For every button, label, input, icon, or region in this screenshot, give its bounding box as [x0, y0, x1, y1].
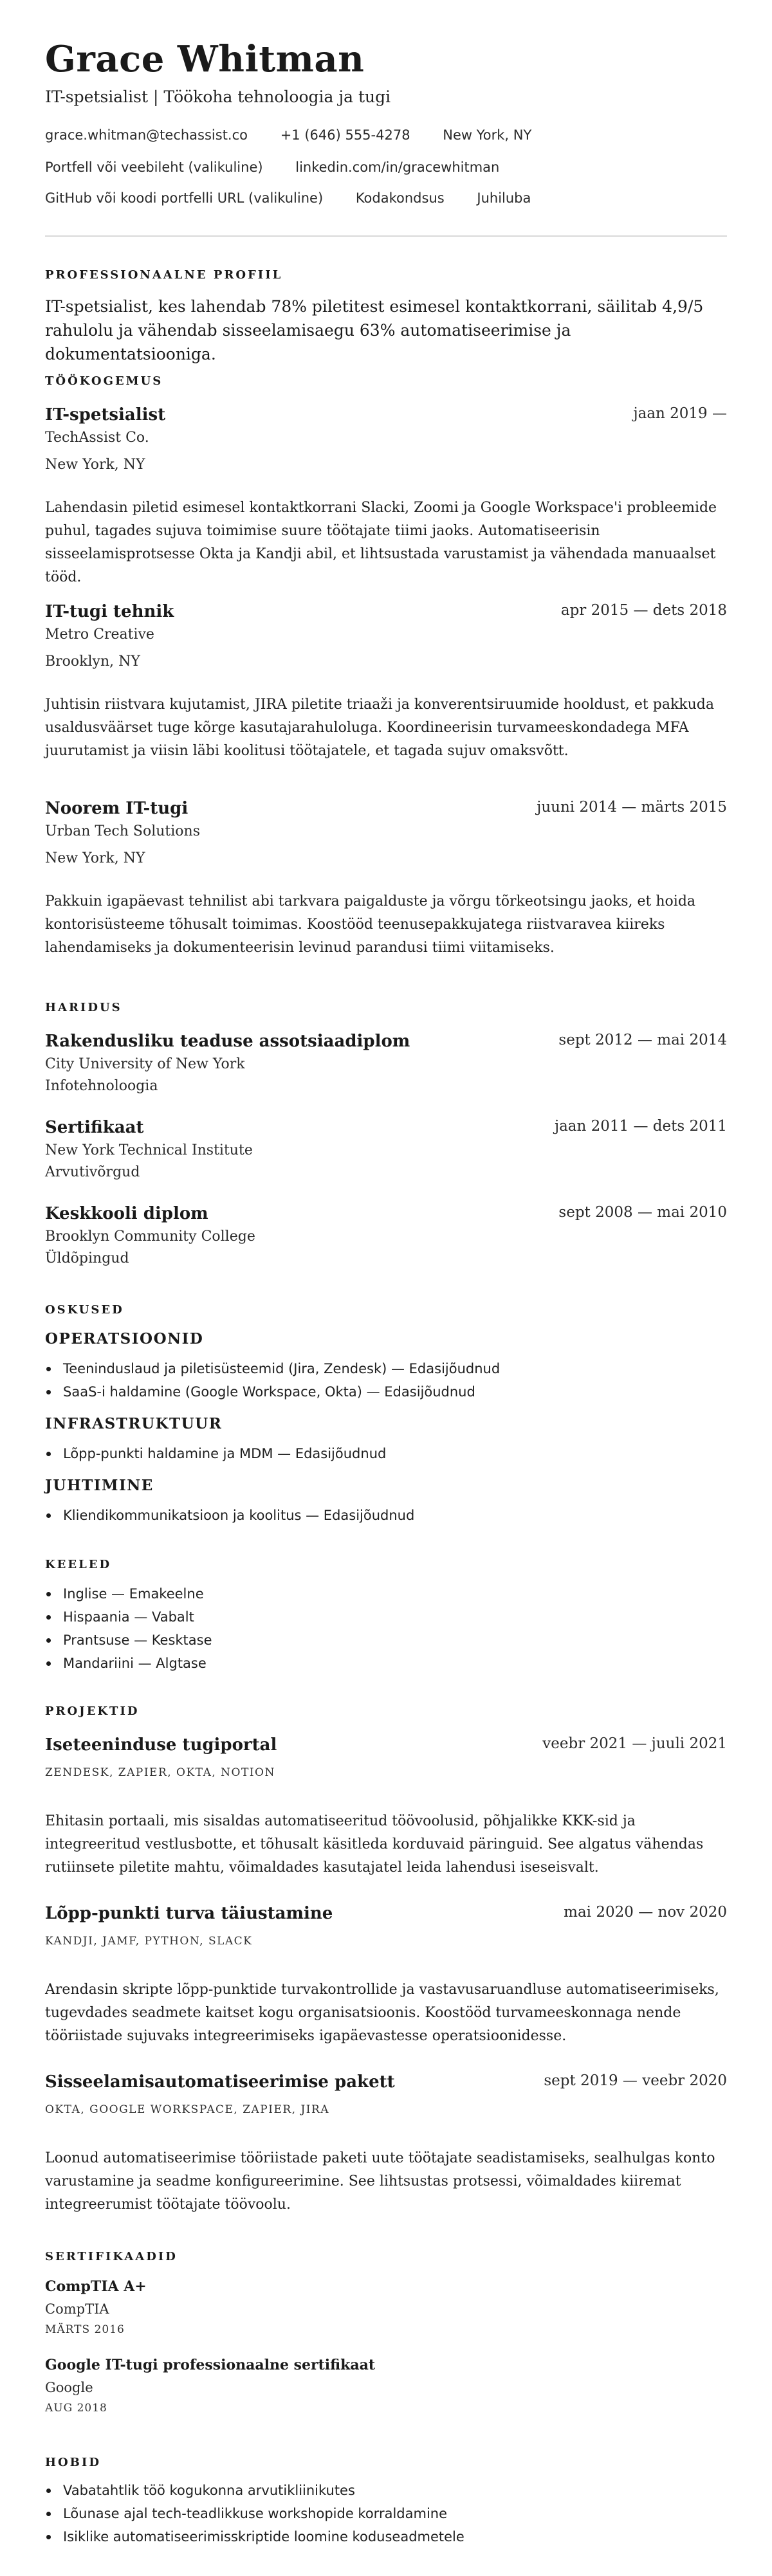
contact-row-primary	[45, 127, 560, 143]
cert-date: AUG 2018	[45, 2402, 107, 2415]
job-description: Pakkuin igapäevast tehnilist abi tarkvara paigalduste ja võrgu tõrkeotsingu jaoks, et hoida kontorisüsteeme tõhusalt toimimas. Koostööd teenusepakkujatega riistvaravea kiireks lahendamiseks ja dokumenteerisin levinud parandusi tiimi viitamiseks.	[45, 893, 696, 956]
project-title: Lõpp-punkti turva täiustamine	[45, 1904, 333, 1923]
section-title-hobbies: HOBID	[45, 2456, 101, 2469]
project-dates: veebr 2021 — juuli 2021	[542, 1735, 727, 1752]
skill-list	[45, 1357, 500, 1403]
skill-item: Lõpp-punkti haldamine ja MDM — Edasijõudnud	[63, 1442, 386, 1465]
section-title-skills: OSKUSED	[45, 1303, 124, 1317]
cert-name: Google IT-tugi professionaalne sertifikaat	[45, 2357, 376, 2373]
project-description: Ehitasin portaali, mis sisaldas automatiseeritud töövoolusid, põhjalikke KKK-sid ja integreeritud vestlusbotte, et tõhusalt käsitleda korduvaid päringuid. See algatus vähendas rutiinsete piletite mahtu, võimaldades kasutajatel leida lahendusi iseseisvalt.	[45, 1813, 704, 1876]
email-link[interactable]: grace.whitman@techassist.co	[45, 127, 248, 143]
degree-title: Rakendusliku teaduse assotsiaadiplom	[45, 1032, 410, 1051]
hobby-item: Vabatahtlik töö kogukonna arvutikliinikutes	[63, 2479, 464, 2502]
section-title-education: HARIDUS	[45, 1001, 122, 1014]
phone-text: +1 (646) 555-4278	[280, 127, 410, 143]
project-tech: ZENDESK, ZAPIER, OKTA, NOTION	[45, 1766, 275, 1779]
degree-school: City University of New York	[45, 1056, 245, 1072]
project-tech: KANDJI, JAMF, PYTHON, SLACK	[45, 1935, 253, 1948]
job-location: New York, NY	[45, 850, 145, 866]
hobby-item: Lõunase ajal tech-teadlikkuse workshopide korraldamine	[63, 2502, 464, 2525]
project-description: Loonud automatiseerimise tööriistade paketi uute töötajate seadistamiseks, sealhulgas konto varustamine ja seadme konfigureerimine. See lihtsustas protsessi, võimaldades kiiremat integreerumist töötajate töövoolu.	[45, 2150, 715, 2213]
job-company: TechAssist Co.	[45, 430, 149, 446]
cert-issuer: CompTIA	[45, 2301, 109, 2317]
language-item: Inglise — Emakeelne	[63, 1582, 212, 1605]
section-title-certifications: SERTIFIKAADID	[45, 2250, 178, 2263]
profile-summary: IT-spetsialist, kes lahendab 78% piletitest esimesel kontaktkorrani, säilitab 4,9/5 rahulolu ja vähendab sisseelamisaegu 63% automatiseerimise ja dokumentatsiooniga.	[45, 297, 704, 363]
cert-issuer: Google	[45, 2380, 93, 2395]
section-title-experience: TÖÖKOGEMUS	[45, 374, 163, 388]
skill-group-title: JUHTIMINE	[45, 1477, 154, 1494]
job-title: Noorem IT-tugi	[45, 799, 188, 818]
skill-group-title: INFRASTRUKTUUR	[45, 1415, 223, 1432]
header-divider	[45, 235, 727, 237]
language-item: Prantsuse — Kesktase	[63, 1629, 212, 1652]
project-title: Iseteeninduse tugiportal	[45, 1735, 277, 1755]
candidate-name: Grace Whitman	[45, 38, 365, 80]
skill-item: SaaS-i haldamine (Google Workspace, Okta) — Edasijõudnud	[63, 1380, 500, 1403]
cert-date: MÄRTS 2016	[45, 2323, 125, 2336]
job-dates: jaan 2019 —	[633, 405, 727, 422]
job-company: Urban Tech Solutions	[45, 823, 200, 839]
job-location: New York, NY	[45, 457, 145, 473]
skill-item: Kliendikommunikatsioon ja koolitus — Edasijõudnud	[63, 1504, 414, 1527]
hobby-item: Isiklike automatiseerimisskriptide loomine koduseadmetele	[63, 2525, 464, 2548]
section-title-languages: KEELED	[45, 1558, 112, 1571]
degree-dates: sept 2012 — mai 2014	[558, 1032, 727, 1048]
project-title: Sisseelamisautomatiseerimise pakett	[45, 2072, 395, 2092]
section-title-profile: PROFESSIONAALNE PROFIIL	[45, 268, 283, 282]
job-title: IT-tugi tehnik	[45, 602, 174, 621]
skill-item: Teeninduslaud ja piletisüsteemid (Jira, Zendesk) — Edasijõudnud	[63, 1357, 500, 1380]
skill-list	[45, 1442, 386, 1465]
degree-title: Sertifikaat	[45, 1118, 144, 1137]
hobby-list	[45, 2479, 464, 2548]
cert-name: CompTIA A+	[45, 2278, 147, 2295]
language-list	[45, 1582, 212, 1675]
job-dates: apr 2015 — dets 2018	[560, 602, 727, 619]
degree-dates: sept 2008 — mai 2010	[558, 1204, 727, 1221]
degree-field: Arvutivõrgud	[45, 1164, 140, 1180]
degree-title: Keskkooli diplom	[45, 1204, 208, 1223]
degree-school: Brooklyn Community College	[45, 1229, 255, 1245]
job-location: Brooklyn, NY	[45, 653, 140, 670]
project-tech: OKTA, GOOGLE WORKSPACE, ZAPIER, JIRA	[45, 2103, 330, 2116]
candidate-headline: IT-spetsialist | Töökoha tehnoloogia ja tugi	[45, 87, 391, 106]
section-title-projects: PROJEKTID	[45, 1704, 140, 1718]
job-dates: juuni 2014 — märts 2015	[537, 799, 727, 816]
project-dates: mai 2020 — nov 2020	[564, 1904, 727, 1921]
portfolio-link[interactable]: Portfell või veebileht (valikuline)	[45, 160, 263, 175]
degree-field: Üldõpingud	[45, 1250, 129, 1266]
location-text: New York, NY	[443, 127, 532, 143]
remote-text: Kodakondsus	[355, 190, 445, 206]
job-company: Metro Creative	[45, 626, 154, 643]
contact-row-extra	[45, 190, 559, 206]
skill-list	[45, 1504, 414, 1527]
project-dates: sept 2019 — veebr 2020	[544, 2072, 727, 2089]
job-description: Lahendasin piletid esimesel kontaktkorrani Slacki, Zoomi ja Google Workspace'i probleemide puhul, tagades sujuva toimimise suure töötajate tiimi jaoks. Automatiseerisin sisseelamisprotsesse Okta ja Kandji abil, et lihtsustada varustamist ja vähendada manuaalset tööd.	[45, 500, 717, 585]
job-title: IT-spetsialist	[45, 405, 166, 425]
contact-row-links	[45, 160, 528, 175]
project-description: Arendasin skripte lõpp-punktide turvakontrollide ja vastavusaruandluse automatiseerimiseks, tugevdades seadmete kaitset kogu organisatsioonis. Koostööd turvameeskonnaga nende tööriistade sujuvaks integreerimiseks igapäevastesse operatsioonidesse.	[45, 1982, 719, 2044]
linkedin-link[interactable]: linkedin.com/in/gracewhitman	[295, 160, 500, 175]
degree-field: Infotehnoloogia	[45, 1078, 158, 1094]
degree-dates: jaan 2011 — dets 2011	[554, 1118, 727, 1135]
github-link[interactable]: GitHub või koodi portfelli URL (valikuline)	[45, 190, 324, 206]
skill-group-title: OPERATSIOONID	[45, 1330, 204, 1347]
degree-school: New York Technical Institute	[45, 1142, 253, 1158]
language-item: Hispaania — Vabalt	[63, 1605, 212, 1629]
job-description: Juhtisin riistvara kujutamist, JIRA piletite triaaži ja konverentsiruumide hooldust, et pakkuda usaldusväärset tuge kõrge kasutajarahuloluga. Koordineerisin turvameeskondadega MFA juurutamist ja viisin läbi koolitusi töötajatele, et tagada sujuv omaksvõtt.	[45, 697, 714, 759]
relocation-text: Juhiluba	[477, 190, 531, 206]
language-item: Mandariini — Algtase	[63, 1652, 212, 1675]
